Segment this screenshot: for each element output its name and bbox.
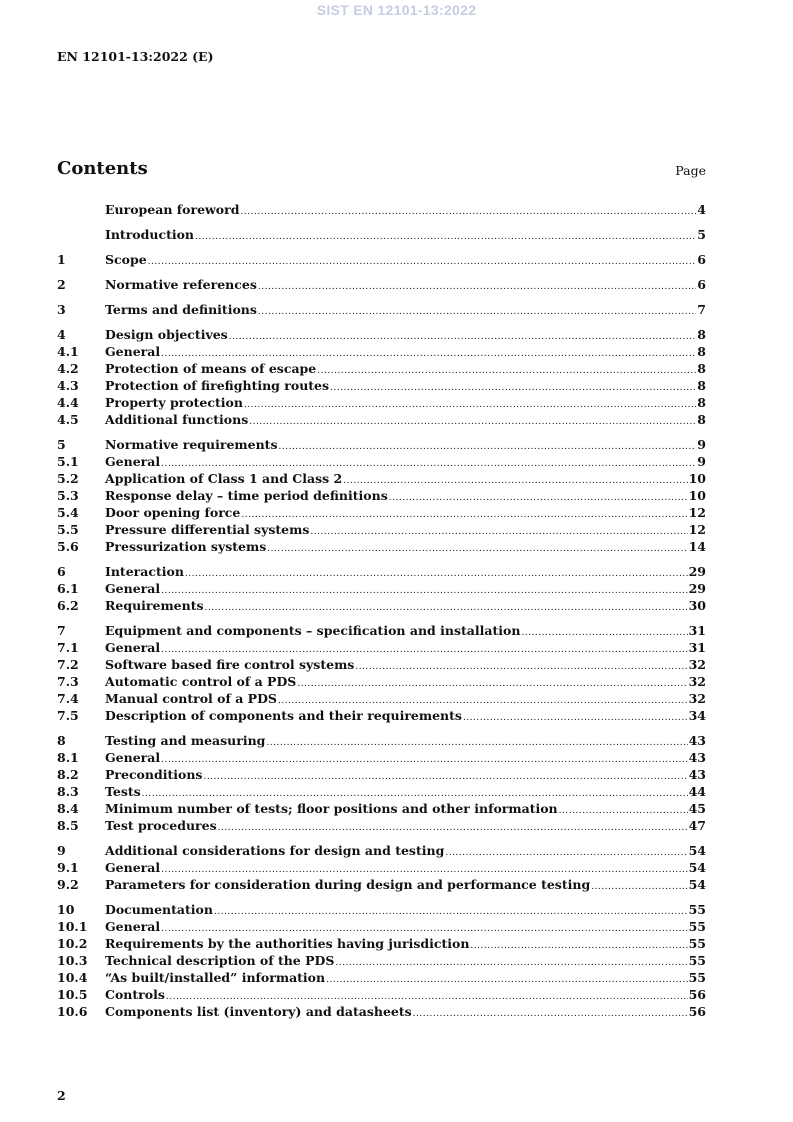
- toc-entry-title[interactable]: General: [105, 344, 161, 359]
- dot-leader: [463, 710, 688, 727]
- toc-group: [57, 301, 706, 318]
- toc-entry-title[interactable]: Additional considerations for design and testing: [105, 843, 445, 858]
- toc-entry-page[interactable]: 12: [688, 505, 706, 520]
- toc-entry[interactable]: [57, 935, 706, 952]
- toc-entry-title[interactable]: Application of Class 1 and Class 2: [105, 471, 343, 486]
- toc-entry-page[interactable]: 8: [697, 395, 706, 410]
- toc-entry-number: 4.1: [57, 344, 79, 359]
- dot-leader: [229, 329, 697, 346]
- toc-entry-number: 9.1: [57, 860, 79, 875]
- toc-entry-title[interactable]: Test procedures: [105, 818, 217, 833]
- toc-entry-page[interactable]: 32: [688, 691, 706, 706]
- toc-entry-number: 9: [57, 843, 66, 858]
- toc-entry-number: 8.5: [57, 818, 79, 833]
- toc-entry-title[interactable]: Introduction: [105, 227, 195, 242]
- dot-leader: [470, 938, 687, 955]
- toc-entry-title[interactable]: Interaction: [105, 564, 184, 579]
- dot-leader: [297, 676, 687, 693]
- toc-entry-page[interactable]: 29: [688, 564, 706, 579]
- toc-entry-title[interactable]: Response delay – time period definitions: [105, 488, 388, 503]
- dot-leader: [258, 279, 696, 296]
- toc-group: [57, 622, 706, 724]
- toc-entry-number: 5.3: [57, 488, 79, 503]
- page-number: 2: [57, 1088, 66, 1103]
- document-id: EN 12101-13:2022 (E): [57, 49, 214, 64]
- toc-entry[interactable]: [57, 918, 706, 935]
- toc-entry-title[interactable]: Tests: [105, 784, 141, 799]
- toc-entry-page[interactable]: 45: [688, 801, 706, 816]
- toc-entry[interactable]: [57, 487, 706, 504]
- toc-entry[interactable]: [57, 301, 706, 318]
- toc-entry[interactable]: [57, 276, 706, 293]
- toc-entry-number: 6: [57, 564, 66, 579]
- toc-entry-number: 7.5: [57, 708, 79, 723]
- toc-entry[interactable]: [57, 343, 706, 360]
- toc-entry[interactable]: [57, 360, 706, 377]
- toc-entry-number: 1: [57, 252, 66, 267]
- toc-entry-title[interactable]: Requirements: [105, 598, 204, 613]
- toc-entry[interactable]: [57, 597, 706, 614]
- toc-entry[interactable]: [57, 470, 706, 487]
- toc-entry-title[interactable]: Protection of means of escape: [105, 361, 317, 376]
- toc-entry[interactable]: [57, 326, 706, 343]
- toc-entry-number: 4.2: [57, 361, 79, 376]
- toc-entry-number: 6.2: [57, 598, 79, 613]
- toc-entry[interactable]: [57, 377, 706, 394]
- toc-entry-title[interactable]: Manual control of a PDS: [105, 691, 277, 706]
- toc-entry[interactable]: [57, 690, 706, 707]
- toc-entry-number: 7.4: [57, 691, 79, 706]
- dot-leader: [240, 204, 696, 221]
- toc-entry-title[interactable]: Software based fire control systems: [105, 657, 355, 672]
- toc-group: [57, 563, 706, 614]
- toc-entry-title[interactable]: Technical description of the PDS: [105, 953, 335, 968]
- toc-group: [57, 326, 706, 428]
- toc-entry-number: 7.1: [57, 640, 79, 655]
- toc-entry[interactable]: [57, 622, 706, 639]
- toc-entry[interactable]: [57, 639, 706, 656]
- toc-entry-page[interactable]: 8: [697, 327, 706, 342]
- toc-entry-number: 7: [57, 623, 66, 638]
- toc-entry-page[interactable]: 54: [688, 877, 706, 892]
- toc-entry-page[interactable]: 10: [688, 488, 706, 503]
- toc-entry-number: 9.2: [57, 877, 79, 892]
- toc-entry-page[interactable]: 29: [688, 581, 706, 596]
- toc-entry-page[interactable]: 8: [697, 344, 706, 359]
- toc-entry-page[interactable]: 43: [688, 750, 706, 765]
- toc-entry-number: 2: [57, 277, 66, 292]
- toc-entry-page[interactable]: 12: [688, 522, 706, 537]
- toc-entry-number: 3: [57, 302, 66, 317]
- toc-entry[interactable]: [57, 901, 706, 918]
- toc-entry-title[interactable]: European foreword: [105, 202, 240, 217]
- toc-entry[interactable]: [57, 749, 706, 766]
- dot-leader: [413, 1006, 688, 1023]
- toc-entry[interactable]: [57, 952, 706, 969]
- toc-entry-page[interactable]: 34: [688, 708, 706, 723]
- toc-entry-title[interactable]: Testing and measuring: [105, 733, 266, 748]
- toc-entry-page[interactable]: 55: [688, 970, 706, 985]
- toc-entry-page[interactable]: 32: [688, 657, 706, 672]
- toc-entry-number: 10.5: [57, 987, 88, 1002]
- toc-entry-number: 5.6: [57, 539, 79, 554]
- toc-entry-title[interactable]: Minimum number of tests; floor positions and other information: [105, 801, 558, 816]
- toc-entry-number: 4.3: [57, 378, 79, 393]
- toc-entry[interactable]: [57, 411, 706, 428]
- dot-leader: [161, 583, 687, 600]
- toc-group: [57, 276, 706, 293]
- toc-entry[interactable]: [57, 504, 706, 521]
- toc-entry-page[interactable]: 47: [688, 818, 706, 833]
- toc-entry[interactable]: [57, 436, 706, 453]
- toc-entry-title[interactable]: General: [105, 860, 161, 875]
- toc-entry-number: 8.2: [57, 767, 79, 782]
- toc-entry-page[interactable]: 55: [688, 902, 706, 917]
- toc-entry-title[interactable]: Design objectives: [105, 327, 228, 342]
- toc-entry-number: 7.3: [57, 674, 79, 689]
- toc-entry-number: 10: [57, 902, 75, 917]
- toc-entry-page[interactable]: 6: [697, 277, 706, 292]
- toc-entry[interactable]: [57, 563, 706, 580]
- contents-title: Contents: [57, 158, 148, 179]
- toc-entry-title[interactable]: Property protection: [105, 395, 243, 410]
- toc-entry-page[interactable]: 56: [688, 1004, 706, 1019]
- toc-entry-number: 5.4: [57, 505, 79, 520]
- dot-leader: [310, 524, 687, 541]
- toc-entry-title[interactable]: Terms and definitions: [105, 302, 257, 317]
- dot-leader: [317, 363, 696, 380]
- toc-group: [57, 732, 706, 834]
- toc-entry-number: 4.4: [57, 395, 79, 410]
- toc-entry[interactable]: [57, 673, 706, 690]
- dot-leader: [203, 769, 687, 786]
- toc-group: [57, 901, 706, 1020]
- toc-entry-page[interactable]: 10: [688, 471, 706, 486]
- toc-group: [57, 436, 706, 555]
- dot-leader: [445, 845, 687, 862]
- toc-group: [57, 251, 706, 268]
- toc-entry-number: 10.1: [57, 919, 88, 934]
- dot-leader: [591, 879, 687, 896]
- toc-entry-number: 5.5: [57, 522, 79, 537]
- toc-entry-number: 8.4: [57, 801, 79, 816]
- toc-entry-title[interactable]: Door opening force: [105, 505, 241, 520]
- toc-entry-title[interactable]: General: [105, 640, 161, 655]
- toc-entry[interactable]: [57, 580, 706, 597]
- toc-group: [57, 842, 706, 893]
- toc-entry[interactable]: [57, 842, 706, 859]
- toc-entry-title[interactable]: Equipment and components – specification and installation: [105, 623, 521, 638]
- dot-leader: [267, 541, 687, 558]
- toc-entry-page[interactable]: 6: [697, 252, 706, 267]
- toc-entry-title[interactable]: General: [105, 919, 161, 934]
- toc-entry-title[interactable]: Normative references: [105, 277, 257, 292]
- dot-leader: [343, 473, 687, 490]
- dot-leader: [355, 659, 687, 676]
- toc-entry-title[interactable]: Documentation: [105, 902, 213, 917]
- dot-leader: [335, 955, 687, 972]
- toc-entry[interactable]: [57, 656, 706, 673]
- toc-entry-page[interactable]: 31: [688, 640, 706, 655]
- dot-leader: [521, 625, 687, 642]
- toc-entry-page[interactable]: 8: [697, 361, 706, 376]
- toc-entry[interactable]: [57, 986, 706, 1003]
- toc-entry-page[interactable]: 8: [697, 378, 706, 393]
- toc-entry-number: 10.6: [57, 1004, 88, 1019]
- toc-entry-title[interactable]: Preconditions: [105, 767, 203, 782]
- page-column-label: Page: [675, 163, 706, 178]
- toc-entry-page[interactable]: 43: [688, 767, 706, 782]
- toc-entry-page[interactable]: 14: [688, 539, 706, 554]
- toc-entry[interactable]: [57, 394, 706, 411]
- toc-group: [57, 201, 706, 218]
- toc-entry[interactable]: [57, 538, 706, 555]
- toc-entry-page[interactable]: 32: [688, 674, 706, 689]
- toc-entry[interactable]: [57, 732, 706, 749]
- toc-entry-title[interactable]: General: [105, 581, 161, 596]
- toc-entry-page[interactable]: 9: [697, 437, 706, 452]
- toc-entry-page[interactable]: 8: [697, 412, 706, 427]
- toc-entry-title[interactable]: Protection of firefighting routes: [105, 378, 330, 393]
- toc-entry-page[interactable]: 54: [688, 860, 706, 875]
- toc-entry[interactable]: [57, 1003, 706, 1020]
- toc-entry-number: 8.3: [57, 784, 79, 799]
- toc-entry-page[interactable]: 9: [697, 454, 706, 469]
- toc-entry-title[interactable]: Parameters for consideration during design and performance testing: [105, 877, 591, 892]
- dot-leader: [258, 304, 696, 321]
- dot-leader: [559, 803, 688, 820]
- toc-entry-page[interactable]: 30: [688, 598, 706, 613]
- toc-entry[interactable]: [57, 859, 706, 876]
- toc-entry[interactable]: [57, 783, 706, 800]
- toc-entry[interactable]: [57, 817, 706, 834]
- toc-entry-page[interactable]: 4: [697, 202, 706, 217]
- toc-entry-page[interactable]: 55: [688, 936, 706, 951]
- toc-entry-page[interactable]: 54: [688, 843, 706, 858]
- dot-leader: [205, 600, 688, 617]
- toc-entry-number: 6.1: [57, 581, 79, 596]
- toc-entry-title[interactable]: Controls: [105, 987, 165, 1002]
- toc-entry-title[interactable]: Scope: [105, 252, 147, 267]
- toc-entry-page[interactable]: 55: [688, 919, 706, 934]
- toc-entry[interactable]: [57, 201, 706, 218]
- toc-entry[interactable]: [57, 251, 706, 268]
- dot-leader: [330, 380, 696, 397]
- toc-entry-number: 5: [57, 437, 66, 452]
- toc-entry-page[interactable]: 43: [688, 733, 706, 748]
- toc-entry-number: 4.5: [57, 412, 79, 427]
- dot-leader: [148, 254, 697, 271]
- toc-entry-title[interactable]: Pressurization systems: [105, 539, 267, 554]
- toc-entry-title[interactable]: “As built/installed” information: [105, 970, 326, 985]
- toc-entry-title[interactable]: Automatic control of a PDS: [105, 674, 297, 689]
- toc-entry-page[interactable]: 56: [688, 987, 706, 1002]
- toc-entry-number: 10.3: [57, 953, 88, 968]
- toc-group: [57, 226, 706, 243]
- dot-leader: [326, 972, 687, 989]
- watermark: SIST EN 12101-13:2022: [316, 2, 477, 18]
- dot-leader: [266, 735, 687, 752]
- dot-leader: [244, 397, 696, 414]
- toc-entry-title[interactable]: General: [105, 454, 161, 469]
- dot-leader: [185, 566, 688, 583]
- dot-leader: [218, 820, 688, 837]
- table-of-contents: [57, 201, 706, 1028]
- toc-entry-number: 10.2: [57, 936, 88, 951]
- dot-leader: [214, 904, 688, 921]
- dot-leader: [249, 414, 696, 431]
- toc-entry-number: 4: [57, 327, 66, 342]
- toc-entry[interactable]: [57, 800, 706, 817]
- toc-entry-page[interactable]: 5: [697, 227, 706, 242]
- dot-leader: [279, 439, 697, 456]
- toc-entry[interactable]: [57, 969, 706, 986]
- toc-entry-title[interactable]: Requirements by the authorities having jurisdiction: [105, 936, 470, 951]
- toc-entry-page[interactable]: 44: [688, 784, 706, 799]
- toc-entry-number: 8.1: [57, 750, 79, 765]
- toc-entry[interactable]: [57, 766, 706, 783]
- toc-entry-number: 10.4: [57, 970, 88, 985]
- toc-entry-page[interactable]: 55: [688, 953, 706, 968]
- toc-entry[interactable]: [57, 226, 706, 243]
- toc-entry-page[interactable]: 31: [688, 623, 706, 638]
- toc-entry-number: 7.2: [57, 657, 79, 672]
- dot-leader: [161, 752, 687, 769]
- dot-leader: [195, 229, 696, 246]
- toc-entry-title[interactable]: Additional functions: [105, 412, 249, 427]
- toc-entry-title[interactable]: Components list (inventory) and datasheets: [105, 1004, 412, 1019]
- toc-entry-title[interactable]: Pressure differential systems: [105, 522, 310, 537]
- dot-leader: [389, 490, 688, 507]
- toc-entry-title[interactable]: Normative requirements: [105, 437, 278, 452]
- toc-entry-number: 8: [57, 733, 66, 748]
- toc-entry[interactable]: [57, 707, 706, 724]
- toc-entry-title[interactable]: General: [105, 750, 161, 765]
- toc-entry-number: 5.1: [57, 454, 79, 469]
- toc-entry[interactable]: [57, 521, 706, 538]
- toc-entry-title[interactable]: Description of components and their requirements: [105, 708, 462, 723]
- toc-entry[interactable]: [57, 453, 706, 470]
- toc-entry-number: 5.2: [57, 471, 79, 486]
- toc-entry[interactable]: [57, 876, 706, 893]
- toc-entry-page[interactable]: 7: [697, 302, 706, 317]
